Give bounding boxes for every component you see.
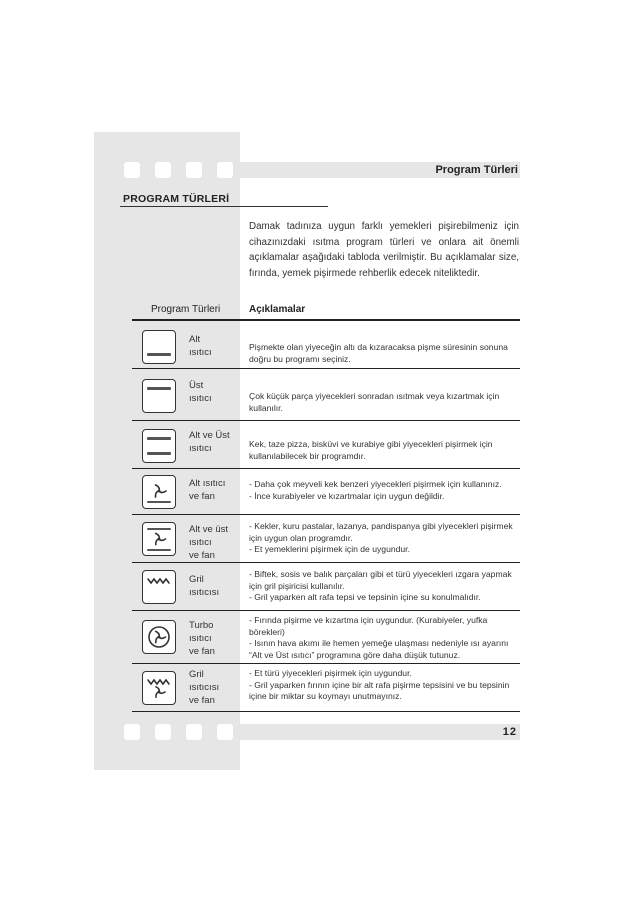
description-line: - Daha çok meyveli kek benzeri yiyecekleri pişirmek için kullanınız. <box>249 479 502 489</box>
column-header-program: Program Türleri <box>151 304 221 315</box>
program-name: Alt ve Üst ısıtıcı <box>189 430 230 454</box>
section-underline <box>120 206 328 207</box>
intro-paragraph: Damak tadınıza uygun farklı yemekleri pişirebilmeniz için cihazınızdaki ısıtma program türleri ve onlara ait önemli açıklamalar aşağıdaki tabloda verilmiştir. Bu açıklamalar size, fırında, yemek pişirmede rehberlik edecek niteliktedir. <box>249 221 519 279</box>
row-separator <box>132 711 520 713</box>
program-name: Üst ısıtıcı <box>189 380 212 404</box>
column-header-description: Açıklamalar <box>249 304 306 315</box>
header-title: Program Türleri <box>435 164 518 176</box>
program-description <box>249 569 519 604</box>
table-row <box>132 664 520 712</box>
decor-square <box>186 162 202 178</box>
program-description <box>249 391 519 414</box>
section-title: PROGRAM TÜRLERİ <box>123 193 230 205</box>
description-line: - Et türü yiyecekleri pişirmek için uygundur. <box>249 668 412 678</box>
table-row <box>132 421 520 469</box>
description-line: - Isının hava akımı ile hemen yemeğe ulaşması nedeniyle ısı ayarını “Alt ve Üst ısıtıcı” programına göre daha düşük tutunuz. <box>249 638 509 660</box>
top-bottom-heater-fan-icon <box>142 522 176 556</box>
grill-fan-icon <box>142 671 176 705</box>
description-line: - Fırında pişirme ve kızartma için uygundur. (Kurabiyeler, yufka börekleri) <box>249 615 488 637</box>
page-number: 12 <box>502 726 517 738</box>
turbo-fan-icon <box>142 620 176 654</box>
table-row <box>132 515 520 563</box>
decor-square <box>186 724 202 740</box>
decor-square <box>155 724 171 740</box>
program-description <box>249 668 519 703</box>
description-line: - Kekler, kuru pastalar, lazanya, pandispanya gibi yiyecekleri pişirmek için uygun olan programdır. <box>249 521 513 543</box>
description-line: Kek, taze pizza, bisküvi ve kurabiye gibi yiyecekleri pişirmek için kullanılabilecek bir programdır. <box>249 439 493 461</box>
grill-icon <box>142 570 176 604</box>
program-description <box>249 342 519 365</box>
description-line: - İnce kurabiyeler ve kızartmalar için uygun değildir. <box>249 490 445 501</box>
decor-square <box>124 724 140 740</box>
decor-square <box>217 162 233 178</box>
program-description <box>249 439 519 462</box>
table-row <box>132 611 520 664</box>
program-description <box>249 479 519 502</box>
table-row <box>132 563 520 611</box>
description-line: - Gril yaparken fırının içine bir alt rafa pişirme tepsisini ve bu tepsinin içine bir miktar su koymayı unutmayınız. <box>249 679 510 701</box>
bottom-heater-icon <box>142 330 176 364</box>
description-line: Çok küçük parça yiyecekleri sonradan ısıtmak veya kızartmak için kullanılır. <box>249 391 500 413</box>
program-description <box>249 521 519 556</box>
decor-square <box>124 162 140 178</box>
description-line: Pişmekte olan yiyeceğin altı da kızaracaksa pişme süresinin sonuna doğru bu programı seçiniz. <box>249 342 508 364</box>
description-line: - Gril yaparken alt rafa tepsi ve tepsinin içine su konulmalıdır. <box>249 592 481 602</box>
description-line: - Et yemeklerini pişirmek için de uygundur. <box>249 544 410 554</box>
table-row <box>132 321 520 369</box>
program-name: Turbo ısıtıcı ve fan <box>189 620 215 657</box>
top-bottom-heater-icon <box>142 429 176 463</box>
top-heater-icon <box>142 379 176 413</box>
program-name: Alt ısıtıcı <box>189 334 212 358</box>
description-line: - Biftek, sosis ve balık parçaları gibi et türü yiyecekleri ızgara yapmak için gril pişiricisi kullanılır. <box>249 569 512 591</box>
bottom-heater-fan-icon <box>142 475 176 509</box>
footer-bar <box>94 724 520 740</box>
program-name: Alt ısıtıcı ve fan <box>189 478 226 502</box>
decor-square <box>217 724 233 740</box>
decor-square <box>155 162 171 178</box>
program-name: Gril ısıtıcısı <box>189 574 220 598</box>
program-description <box>249 615 519 661</box>
table-row <box>132 469 520 515</box>
program-name: Alt ve üst ısıtıcı ve fan <box>189 524 229 561</box>
table-row <box>132 369 520 421</box>
program-name: Gril ısıtıcısı ve fan <box>189 669 220 706</box>
